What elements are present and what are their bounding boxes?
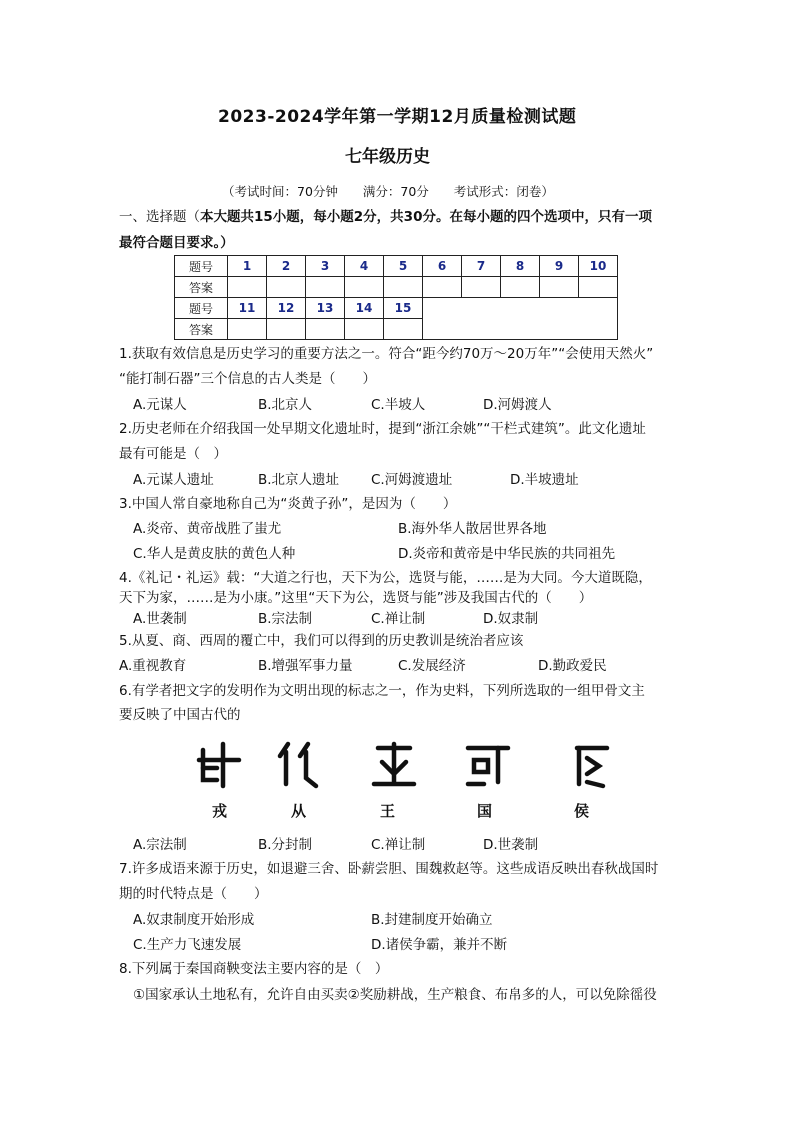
q3-option-d: D.炎帝和黄帝是中华民族的共同祖先 (398, 546, 616, 562)
row-label-answer: 答案 (175, 319, 228, 340)
question-number: 13 (306, 298, 345, 319)
q4-stem-line2: 天下为家，……是为小康。”这里“天下为公，选贤与能”涉及我国古代的（ ） (119, 590, 593, 606)
q7-option-c: C.生产力飞速发展 (133, 937, 242, 953)
q5-option-c: C.发展经济 (398, 658, 466, 674)
q1-stem: 1.获取有效信息是历史学习的重要方法之一。符合“距今约70万～20万年”“会使用天然火” (119, 346, 654, 362)
question-number: 1 (228, 256, 267, 277)
glyph-label-cong: 从 (291, 802, 307, 820)
table-row (175, 298, 618, 319)
oracle-glyph-cong-icon (272, 738, 324, 790)
table-row (175, 277, 618, 298)
q1-option-c: C.半坡人 (371, 397, 426, 413)
answer-cell[interactable] (306, 319, 345, 340)
q1-option-a: A.元谋人 (133, 397, 187, 413)
question-number: 9 (540, 256, 579, 277)
q7-option-b: B.封建制度开始确立 (371, 912, 493, 928)
question-number: 12 (267, 298, 306, 319)
q2-option-b: B.北京人遗址 (258, 472, 340, 488)
q1-stem-line2: “能打制石器”三个信息的古人类是（ ） (119, 371, 376, 387)
section1-heading-bold: 本大题共15小题，每小题2分，共30分。在每小题的四个选项中，只有一项 (200, 209, 652, 225)
q2-stem: 2.历史老师在介绍我国一处早期文化遗址时，提到“浙江余姚”“干栏式建筑”。此文化遗址 (119, 421, 646, 437)
q3-option-b: B.海外华人散居世界各地 (398, 521, 547, 537)
q3-stem: 3.中国人常自豪地称自己为“炎黄子孙”，是因为（ ） (119, 496, 457, 512)
oracle-glyph-hou-icon (563, 738, 615, 790)
question-number: 11 (228, 298, 267, 319)
q8-statement-line: ①国家承认土地私有，允许自由买卖②奖励耕战，生产粮食、布帛多的人，可以免除徭役 (133, 987, 657, 1003)
question-number: 4 (345, 256, 384, 277)
q7-option-d: D.诸侯争霸，兼并不断 (371, 937, 508, 953)
q6-option-b: B.分封制 (258, 837, 313, 853)
q4-option-d: D.奴隶制 (483, 611, 539, 627)
q7-stem: 7.许多成语来源于历史，如退避三舍、卧薪尝胆、围魏救赵等。这些成语反映出春秋战国时 (119, 861, 659, 877)
oracle-glyph-guo-icon (462, 738, 514, 790)
q8-stem: 8.下列属于秦国商鞅变法主要内容的是（ ） (119, 961, 389, 977)
answer-cell[interactable] (228, 277, 267, 298)
row-label-answer: 答案 (175, 277, 228, 298)
answer-cell[interactable] (267, 277, 306, 298)
section1-heading (119, 208, 652, 226)
q3-option-c: C.华人是黄皮肤的黄色人种 (133, 546, 296, 562)
question-number: 15 (384, 298, 423, 319)
answer-cell[interactable] (345, 277, 384, 298)
table-row (175, 256, 618, 277)
oracle-glyph-wang-icon (368, 738, 420, 790)
q5-option-a: A.重视教育 (119, 658, 187, 674)
answer-cell[interactable] (501, 277, 540, 298)
section1-heading-line2: 最符合题目要求。） (119, 235, 234, 251)
q4-stem: 4.《礼记・礼运》载：“大道之行也，天下为公，选贤与能，……是为大同。今大道既隐， (119, 570, 652, 586)
question-number: 3 (306, 256, 345, 277)
q2-option-d: D.半坡遗址 (510, 472, 579, 488)
q5-option-b: B.增强军事力量 (258, 658, 353, 674)
q5-stem: 5.从夏、商、西周的覆亡中，我们可以得到的历史教训是统治者应该 (119, 633, 524, 649)
exam-title: 2023-2024学年第一学期12月质量检测试题 (218, 107, 577, 127)
q4-option-a: A.世袭制 (133, 611, 187, 627)
answer-cell[interactable] (228, 319, 267, 340)
q5-option-d: D.勤政爱民 (538, 658, 607, 674)
question-number: 6 (423, 256, 462, 277)
answer-cell[interactable] (579, 277, 618, 298)
q7-stem-line2: 期的时代特点是（ ） (119, 886, 268, 902)
exam-info: （考试时间：70分钟 满分：70分 考试形式：闭卷） (222, 184, 554, 199)
q6-option-d: D.世袭制 (483, 837, 539, 853)
row-label-number: 题号 (175, 298, 228, 319)
answer-cell[interactable] (384, 319, 423, 340)
q6-stem-line2: 要反映了中国古代的 (119, 707, 241, 723)
answer-cell[interactable] (540, 277, 579, 298)
q6-stem: 6.有学者把文字的发明作为文明出现的标志之一，作为史料，下列所选取的一组甲骨文主 (119, 683, 645, 699)
q2-option-a: A.元谋人遗址 (133, 472, 214, 488)
question-number: 8 (501, 256, 540, 277)
blank-area (423, 298, 618, 340)
q4-option-b: B.宗法制 (258, 611, 313, 627)
question-number: 14 (345, 298, 384, 319)
row-label-number: 题号 (175, 256, 228, 277)
question-number: 10 (579, 256, 618, 277)
q4-option-c: C.禅让制 (371, 611, 426, 627)
q3-option-a: A.炎帝、黄帝战胜了蚩尤 (133, 521, 282, 537)
answer-cell[interactable] (345, 319, 384, 340)
glyph-label-guo: 国 (477, 802, 493, 820)
answer-cell[interactable] (462, 277, 501, 298)
question-number: 2 (267, 256, 306, 277)
q2-option-c: C.河姆渡遗址 (371, 472, 453, 488)
q6-option-a: A.宗法制 (133, 837, 187, 853)
question-number: 5 (384, 256, 423, 277)
answer-cell[interactable] (306, 277, 345, 298)
q2-stem-line2: 最有可能是（ ） (119, 446, 227, 462)
q7-option-a: A.奴隶制度开始形成 (133, 912, 255, 928)
glyph-label-hou: 侯 (574, 802, 590, 820)
glyph-label-rong: 戎 (212, 802, 228, 820)
glyph-label-wang: 王 (380, 802, 396, 820)
question-number: 7 (462, 256, 501, 277)
q6-option-c: C.禅让制 (371, 837, 426, 853)
oracle-glyph-rong-icon (193, 738, 245, 790)
answer-cell[interactable] (384, 277, 423, 298)
exam-subtitle: 七年级历史 (345, 147, 430, 167)
answer-table (174, 255, 618, 340)
section1-heading-prefix: 一、选择题（ (119, 209, 200, 225)
q1-option-b: B.北京人 (258, 397, 313, 413)
answer-cell[interactable] (267, 319, 306, 340)
answer-cell[interactable] (423, 277, 462, 298)
q1-option-d: D.河姆渡人 (483, 397, 552, 413)
